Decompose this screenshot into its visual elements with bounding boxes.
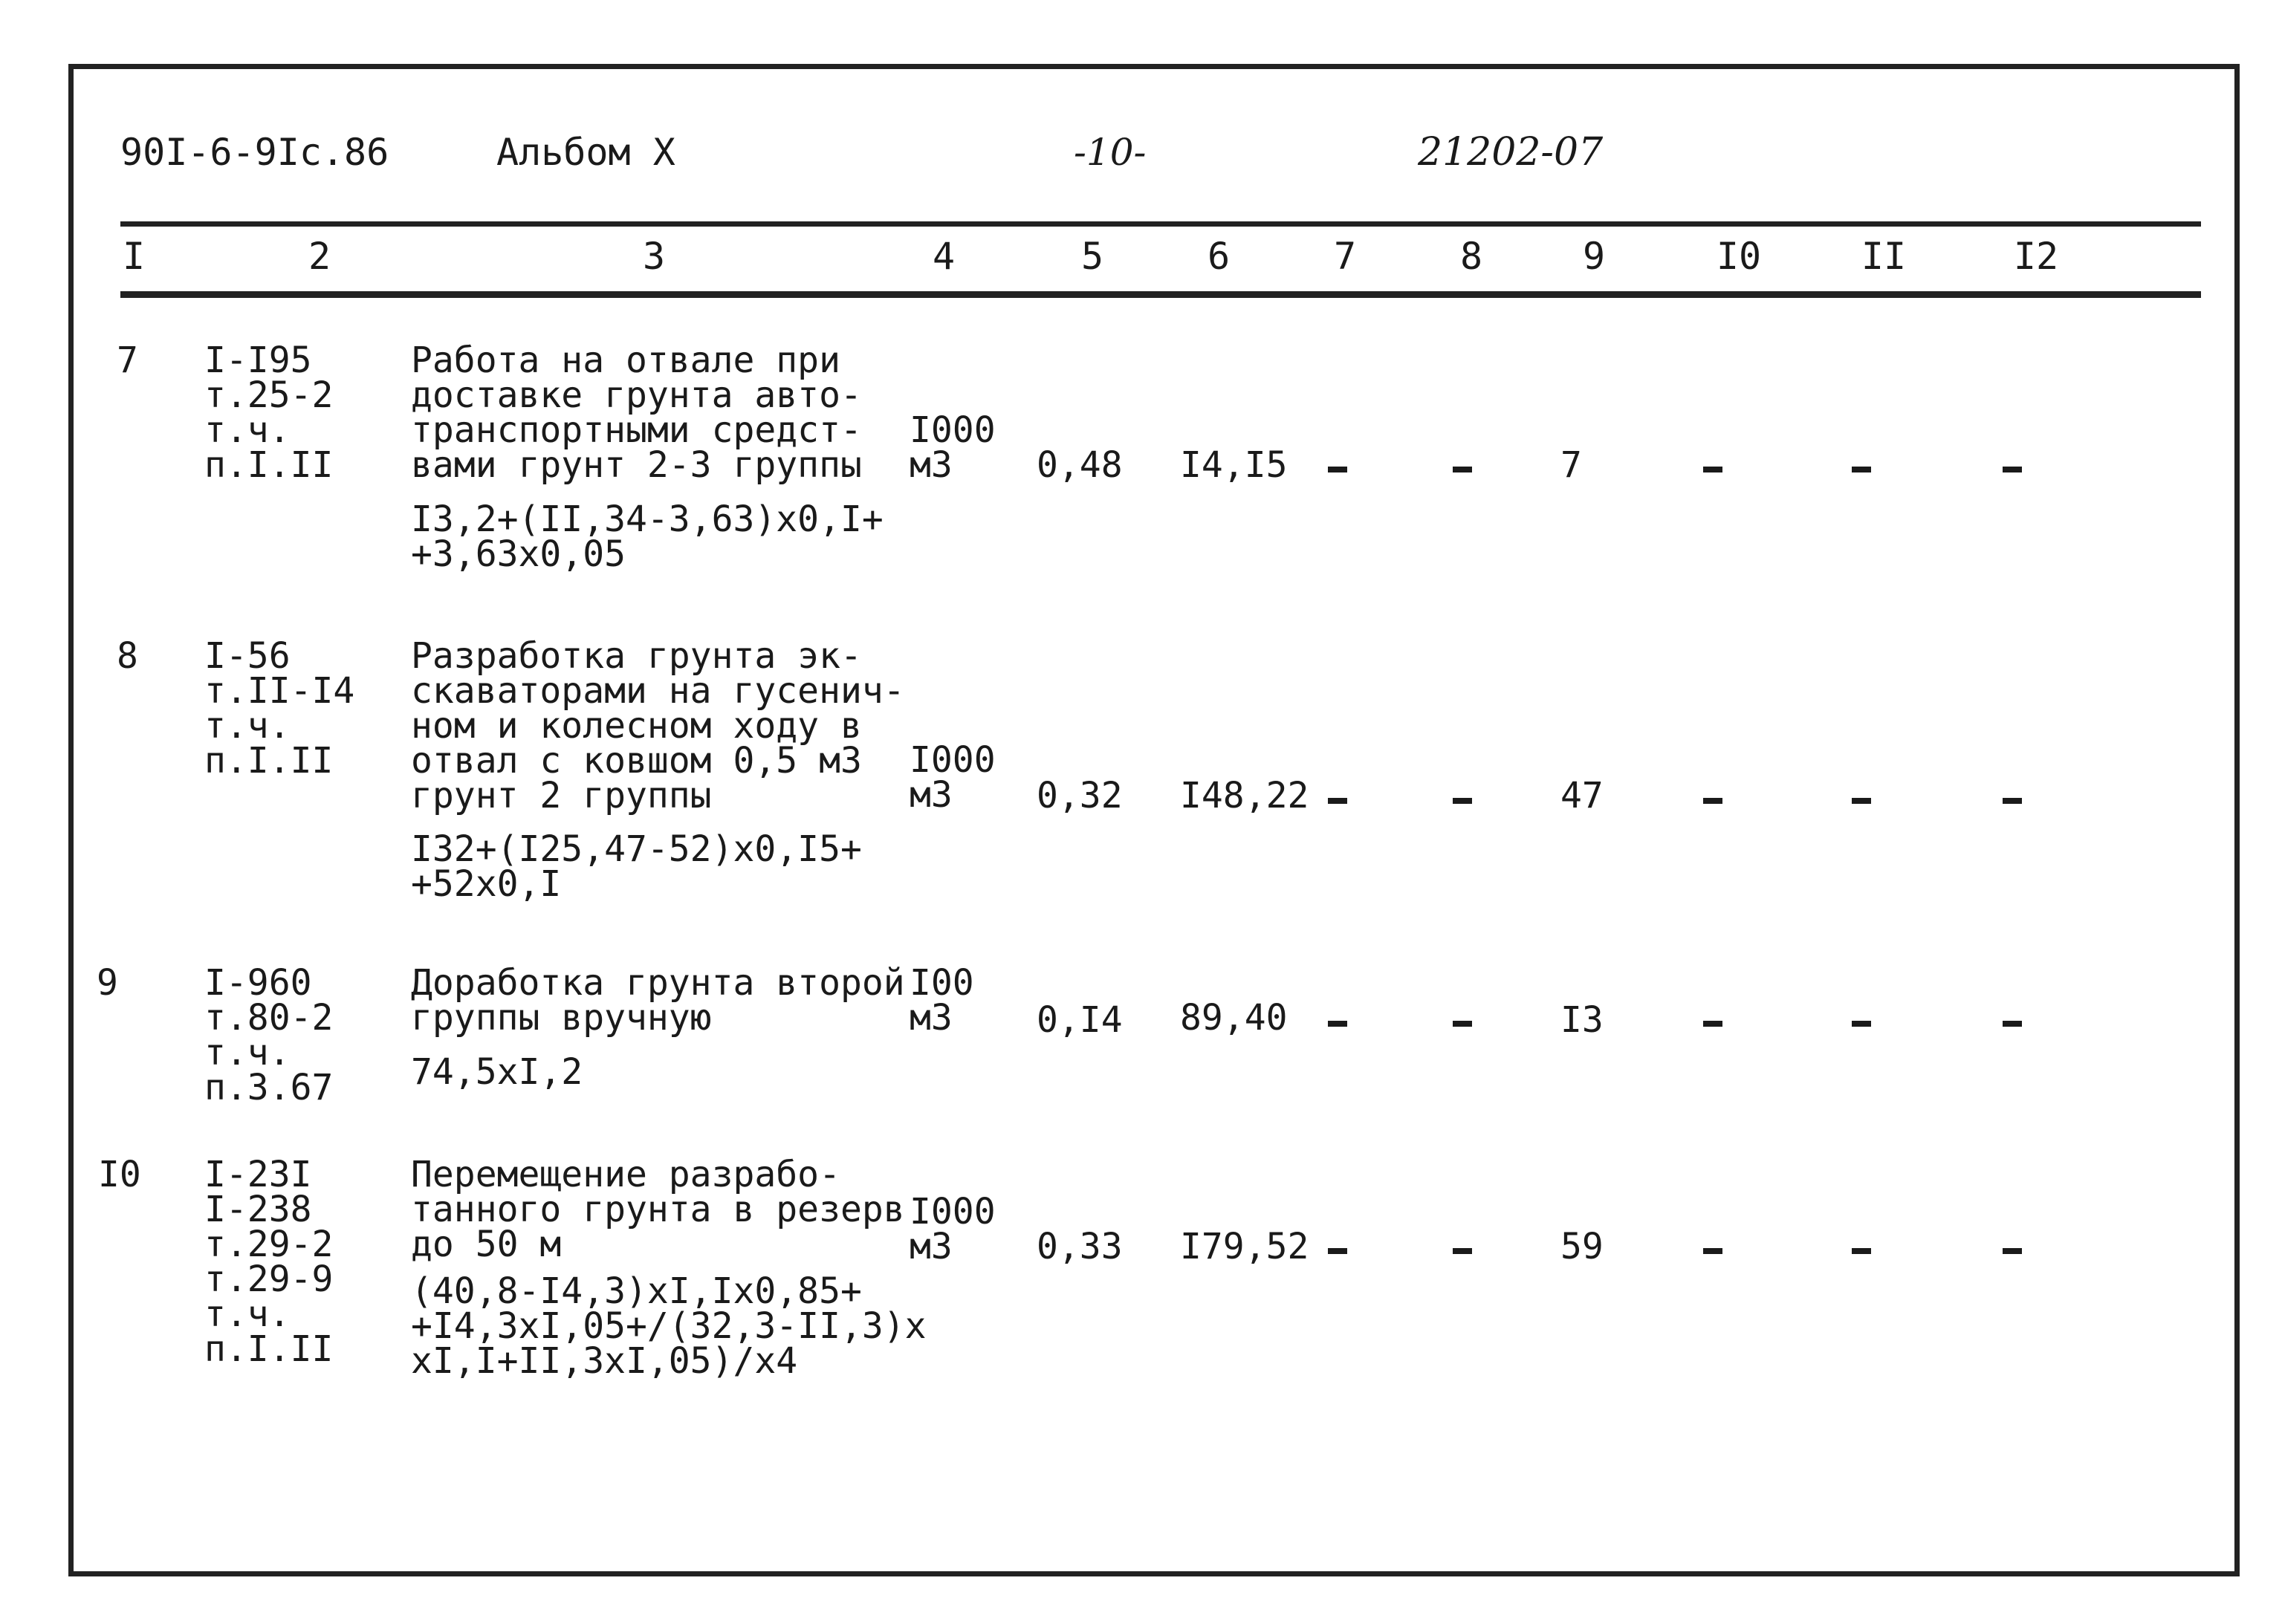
col11-dash xyxy=(1852,1021,1871,1027)
work-description: Разработка грунта эк- скаваторами на гусенич- ном и колесном ходу в отвал с ковшом 0,5 м3 грунт 2 группы xyxy=(411,635,905,816)
work-description: Доработка грунта второй группы вручную xyxy=(411,962,905,1039)
norm-code: I-56 т.II-I4 т.ч. п.I.II xyxy=(204,635,355,782)
col-num-8: 8 xyxy=(1459,235,1483,278)
calc-formula: I32+(I25,47-52)x0,I5+ +52x0,I xyxy=(411,828,862,905)
row-number: I0 xyxy=(98,1154,141,1195)
col9-value: I3 xyxy=(1560,999,1604,1041)
col10-dash xyxy=(1703,798,1722,804)
col-num-7: 7 xyxy=(1333,235,1357,278)
col8-dash xyxy=(1453,1248,1472,1254)
header-rule-bottom xyxy=(120,291,2201,298)
quantity: 0,I4 xyxy=(1037,999,1123,1041)
calc-formula: (40,8-I4,3)xI,Ix0,85+ +I4,3xI,05+/(32,3-II,3)x xI,I+II,3xI,05)/x4 xyxy=(411,1270,927,1382)
col11-dash xyxy=(1852,798,1871,804)
col9-value: 59 xyxy=(1560,1226,1604,1267)
col12-dash xyxy=(2003,1021,2022,1027)
unit: I000 м3 xyxy=(910,409,996,486)
col12-dash xyxy=(2003,467,2022,472)
norm-code: I-960 т.80-2 т.ч. п.3.67 xyxy=(204,962,334,1108)
col-num-5: 5 xyxy=(1080,235,1104,278)
col8-dash xyxy=(1453,798,1472,804)
calc-formula: 74,5xI,2 xyxy=(411,1051,583,1093)
norm-code: I-23I I-238 т.29-2 т.29-9 т.ч. п.I.II xyxy=(204,1154,334,1370)
col-num-12: I2 xyxy=(2013,235,2059,278)
work-description: Работа на отвале при доставке грунта авто- транспортными средст- вами грунт 2-3 группы xyxy=(411,340,862,486)
col-num-9: 9 xyxy=(1582,235,1606,278)
quantity: 0,33 xyxy=(1037,1226,1123,1267)
doc-code-text: 90I-6-9Ic.86 xyxy=(120,131,389,174)
quantity: 0,48 xyxy=(1037,444,1123,486)
row-number: 9 xyxy=(97,962,118,1004)
col7-dash xyxy=(1328,1021,1347,1027)
col-num-11: II xyxy=(1861,235,1907,278)
col-num-2: 2 xyxy=(308,235,331,278)
col11-dash xyxy=(1852,467,1871,472)
header-rule-top xyxy=(120,221,2201,227)
col7-dash xyxy=(1328,467,1347,472)
unit-price: I48,22 xyxy=(1180,775,1309,816)
col8-dash xyxy=(1453,467,1472,472)
archive-number: 21202-07 xyxy=(1418,130,1604,175)
col-num-10: I0 xyxy=(1716,235,1762,278)
row-number: 8 xyxy=(117,635,138,677)
col10-dash xyxy=(1703,467,1722,472)
unit-price: I79,52 xyxy=(1180,1226,1309,1267)
unit: I000 м3 xyxy=(910,739,996,816)
calc-formula: I3,2+(II,34-3,63)x0,I+ +3,63x0,05 xyxy=(411,498,884,575)
col9-value: 47 xyxy=(1560,775,1604,816)
col-num-6: 6 xyxy=(1207,235,1231,278)
col7-dash xyxy=(1328,1248,1347,1254)
col-num-1: I xyxy=(122,235,146,278)
album-label: Альбом X xyxy=(496,131,675,174)
unit-price: I4,I5 xyxy=(1180,444,1288,486)
col7-dash xyxy=(1328,798,1347,804)
col-num-4: 4 xyxy=(932,235,956,278)
unit: I000 м3 xyxy=(910,1191,996,1267)
page-number: -10- xyxy=(1074,131,1147,174)
col8-dash xyxy=(1453,1021,1472,1027)
col11-dash xyxy=(1852,1248,1871,1254)
row-number: 7 xyxy=(117,340,138,381)
col12-dash xyxy=(2003,1248,2022,1254)
col9-value: 7 xyxy=(1560,444,1582,486)
work-description: Перемещение разрабо- танного грунта в резерв до 50 м xyxy=(411,1154,905,1265)
col12-dash xyxy=(2003,798,2022,804)
unit: I00 м3 xyxy=(910,962,974,1039)
col10-dash xyxy=(1703,1021,1722,1027)
col10-dash xyxy=(1703,1248,1722,1254)
doc-code xyxy=(120,126,389,178)
quantity: 0,32 xyxy=(1037,775,1123,816)
unit-price: 89,40 xyxy=(1180,997,1288,1039)
col-num-3: 3 xyxy=(642,235,666,278)
norm-code: I-I95 т.25-2 т.ч. п.I.II xyxy=(204,340,334,486)
